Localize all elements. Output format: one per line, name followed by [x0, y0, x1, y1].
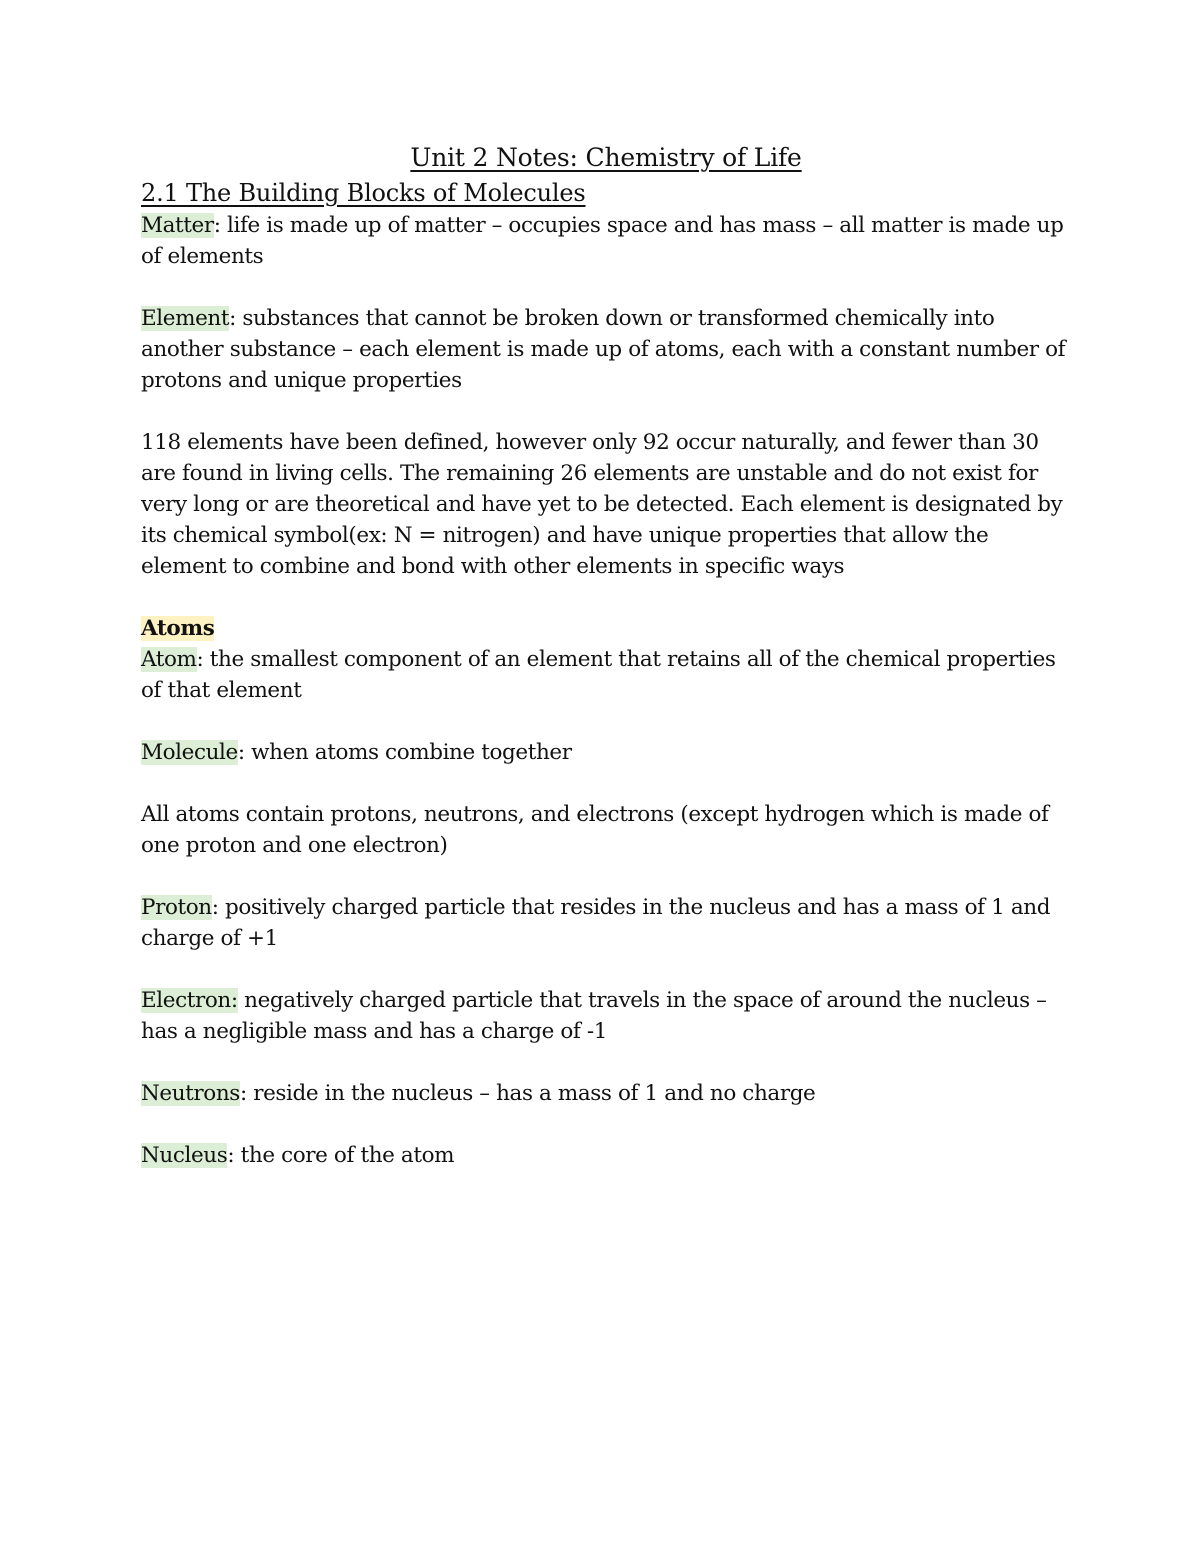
term-matter: Matter [141, 213, 214, 238]
nucleus-definition [141, 1140, 1071, 1171]
atom-text: : the smallest component of an element that retains all of the chemical properties of that element [141, 647, 1056, 703]
term-neutrons: Neutrons [141, 1081, 240, 1106]
atoms-subheading-line [141, 613, 1071, 644]
term-atom: Atom [141, 647, 197, 672]
proton-text: : positively charged particle that resides in the nucleus and has a mass of 1 and charge of +1 [141, 895, 1051, 951]
term-molecule: Molecule [141, 740, 238, 765]
matter-text: : life is made up of matter – occupies space and has mass – all matter is made up of elements [141, 213, 1064, 269]
molecule-text: : when atoms combine together [237, 740, 572, 765]
element-definition [141, 303, 1071, 396]
atoms-paragraph: All atoms contain protons, neutrons, and electrons (except hydrogen which is made of one proton and one electron) [141, 802, 1049, 858]
nucleus-text: : the core of the atom [227, 1143, 455, 1168]
neutrons-text: : reside in the nucleus – has a mass of 1 and no charge [239, 1081, 816, 1106]
proton-definition [141, 892, 1071, 954]
atoms-subheading: Atoms [141, 616, 215, 641]
term-nucleus: Nucleus [141, 1143, 228, 1168]
elements-paragraph: 118 elements have been defined, however only 92 occur naturally, and fewer than 30 are found in living cells. The remaining 26 elements are unstable and do not exist for very long or are theoretical and have yet to be detected. Each element is designated by its chemical symbol(ex: N = nitrogen) and have unique properties that allow the element to combine and bond with other elements in specific ways [141, 430, 1063, 579]
document-page [141, 140, 1071, 1171]
term-proton: Proton [141, 895, 212, 920]
electron-text: negatively charged particle that travels in the space of around the nucleus – has a negligible mass and has a charge of -1 [141, 988, 1047, 1044]
term-element: Element [141, 306, 230, 331]
neutrons-definition [141, 1078, 1071, 1109]
electron-definition [141, 985, 1071, 1047]
term-electron: Electron: [141, 988, 238, 1013]
section-heading: 2.1 The Building Blocks of Molecules [141, 179, 586, 207]
document-title: Unit 2 Notes: Chemistry of Life [410, 143, 802, 172]
atom-definition [141, 644, 1071, 706]
element-text: : substances that cannot be broken down or transformed chemically into another substance – each element is made up of atoms, each with a constant number of protons and unique properties [141, 306, 1066, 393]
molecule-definition [141, 737, 1071, 768]
matter-definition [141, 210, 1071, 272]
